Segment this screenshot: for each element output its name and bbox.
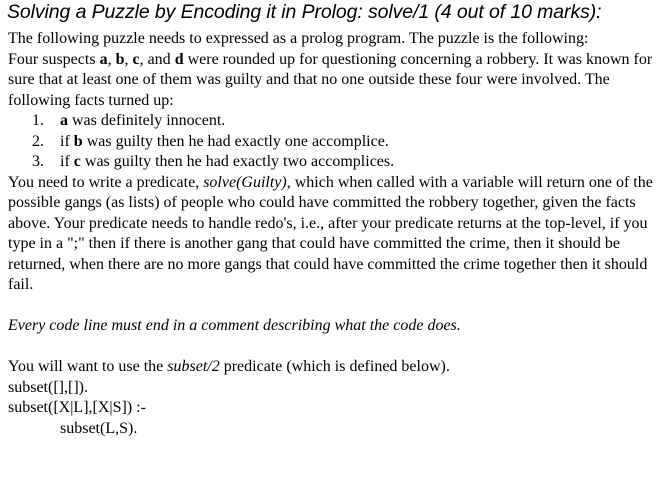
predicate-name: solve(Guilty): [203, 173, 287, 191]
task-text-pre: You need to write a predicate,: [8, 173, 204, 191]
suspects-sep-2: ,: [124, 50, 133, 68]
fact-suspect: c: [73, 153, 81, 170]
page-heading: Solving a Puzzle by Encoding it in Prolog: solve/1 (4 out of 10 marks):: [7, 1, 602, 23]
task-text-post: , which when called with a variable will return one of the possible gangs (as lists) of people who could have committed the robbery together, given the facts above. Your predicate needs to handle redo's, i.e., after your predicate returns at the top-level, if you type in a ";" then if there is another gang that could have committed the crime, then it should be returned, when there are no more gangs that could have committed the crime together then it should fail.: [8, 173, 653, 293]
comment-requirement-note: Every code line must end in a comment describing what the code does.: [8, 317, 461, 334]
suspect-b: b: [115, 50, 125, 68]
code-line: subset(L,S).: [60, 419, 138, 437]
fact-post: was definitely innocent.: [68, 112, 226, 129]
suspects-sep-3: , and: [139, 50, 175, 68]
fact-number: 2.: [32, 132, 44, 150]
fact-post: was guilty then he had exactly one accomplice.: [82, 132, 389, 150]
fact-pre: if: [60, 132, 74, 150]
suspect-c: c: [132, 50, 140, 68]
subset-predicate-name: subset/2: [167, 358, 220, 375]
suspect-a: a: [99, 50, 108, 68]
intro-paragraph: The following puzzle needs to expressed as a prolog program. The puzzle is the following:: [8, 30, 589, 47]
fact-number: 1.: [32, 112, 44, 129]
spacer: [8, 337, 663, 358]
assignment-body: [8, 29, 663, 439]
fact-item: [8, 152, 663, 173]
task-paragraph: [8, 173, 663, 296]
suspects-text-post: were rounded up for questioning concerning a robbery. It was known for sure that at least one of them was guilty and that no one outside these four were involved. The following facts turned up:: [8, 50, 653, 109]
spacer: [8, 296, 663, 317]
subset-hint-paragraph: [8, 357, 663, 378]
fact-number: 3.: [32, 153, 44, 170]
subset-hint-post: predicate (which is defined below).: [219, 358, 450, 375]
fact-pre: if: [60, 153, 74, 170]
code-line: subset([X|L],[X|S]) :-: [8, 399, 146, 416]
suspects-text-pre: Four suspects: [8, 50, 100, 68]
fact-item: [8, 111, 663, 132]
suspects-paragraph: [8, 50, 663, 112]
subset-hint-pre: You will want to use the: [8, 358, 168, 375]
fact-item: [8, 132, 663, 153]
fact-suspect: a: [60, 112, 68, 129]
suspect-d: d: [174, 50, 184, 68]
fact-post: was guilty then he had exactly two accomplices.: [80, 153, 395, 170]
suspects-sep-1: ,: [107, 50, 116, 68]
code-line: subset([],[]).: [8, 378, 88, 396]
fact-suspect: b: [73, 132, 83, 150]
